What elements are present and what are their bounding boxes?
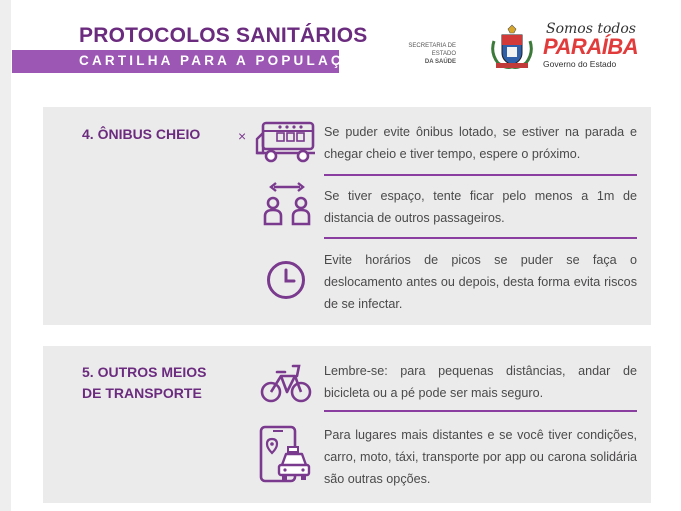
page-subtitle: CARTILHA PARA A POPULAÇÃO xyxy=(79,53,371,68)
left-margin-strip xyxy=(0,0,11,511)
clock-icon xyxy=(265,259,307,301)
bicycle-icon xyxy=(259,362,313,404)
section-title-onibus: 4. ÔNIBUS CHEIO xyxy=(82,126,201,142)
secretaria-line-2: DA SAÚDE xyxy=(424,59,456,65)
brand-name: PARAÍBA xyxy=(543,34,639,59)
bus-icon xyxy=(255,119,317,165)
divider xyxy=(324,237,637,239)
close-icon: × xyxy=(238,128,247,144)
distance-people-icon xyxy=(262,182,312,228)
tip-text: Evite horários de picos se puder se faça o deslocamento antes ou depois, desta forma evita riscos de se infectar. xyxy=(324,253,637,311)
divider xyxy=(324,410,637,412)
page-title: PROTOCOLOS SANITÁRIOS xyxy=(79,24,368,47)
brand-subtitle: Governo do Estado xyxy=(543,59,617,69)
tip-text: Se tiver espaço, tente ficar pelo menos a 1m de distancia de outros passageiros. xyxy=(324,189,637,225)
tip-text: Se puder evite ônibus lotado, se estiver na parada e chegar cheio e tiver tempo, espere o próximo. xyxy=(324,125,637,161)
tip-text: Para lugares mais distantes e se você tiver condições, carro, moto, táxi, transporte por app ou carona solidária são outras opções. xyxy=(324,428,637,486)
secretaria-line-1: SECRETARIA DE ESTADO xyxy=(408,43,456,57)
divider xyxy=(324,174,637,176)
brand-tagline: Somos todos xyxy=(546,21,636,37)
section-title-outros-meios xyxy=(82,362,206,404)
tip-text: Lembre-se: para pequenas distâncias, andar de bicicleta ou a pé pode ser mais seguro. xyxy=(324,364,637,400)
secretaria-logo-text xyxy=(388,42,456,66)
state-coat-of-arms-icon xyxy=(488,23,536,71)
section-title-line-2: DE TRANSPORTE xyxy=(82,385,202,401)
section-title-line-1: 5. OUTROS MEIOS xyxy=(82,364,207,380)
ride-app-taxi-icon xyxy=(258,425,316,485)
